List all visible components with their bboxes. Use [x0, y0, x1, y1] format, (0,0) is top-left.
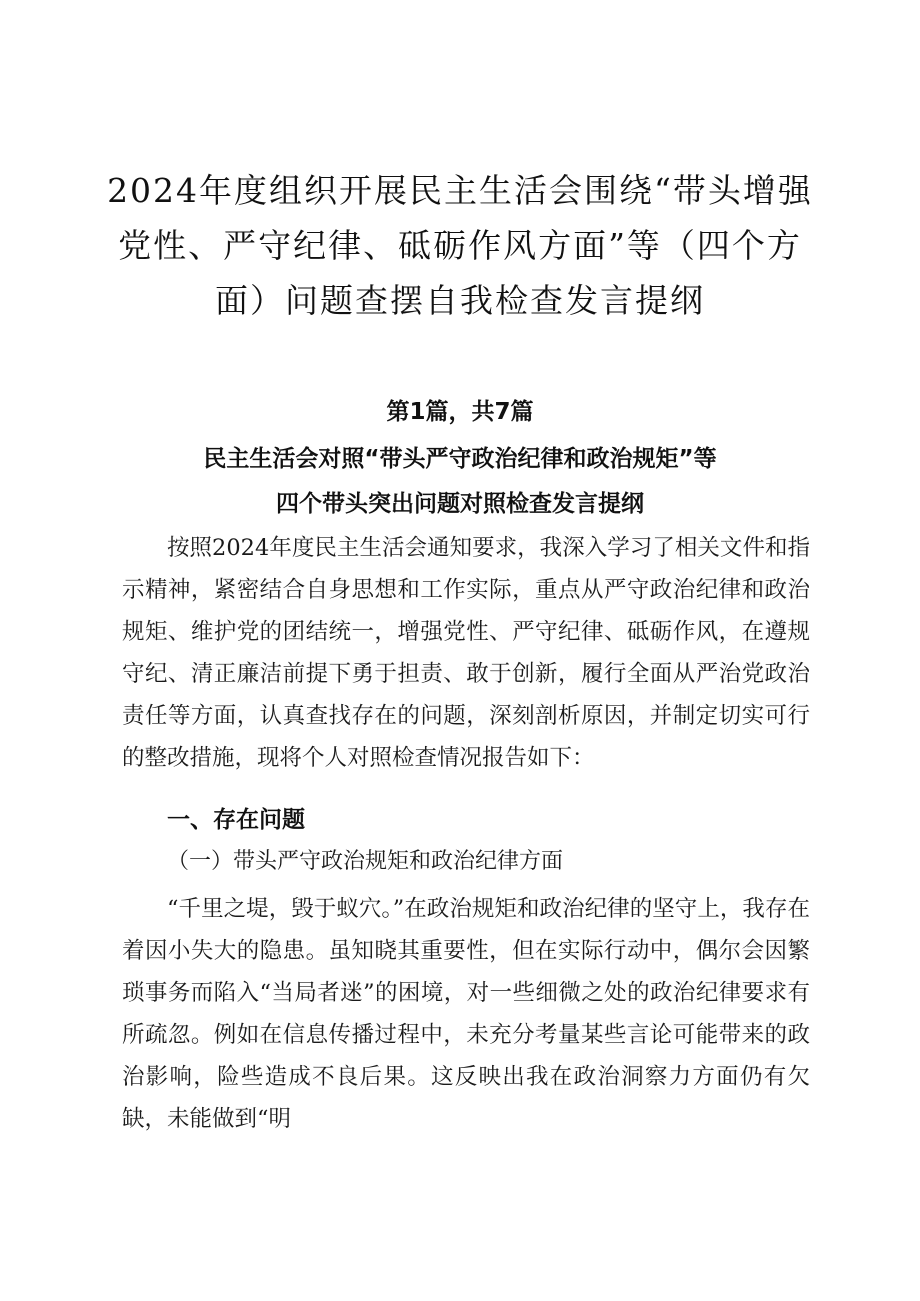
part-title-line-2: 四个带头突出问题对照检查发言提纲 [276, 491, 644, 517]
section-heading-problems: 一、存在问题 [167, 807, 305, 833]
intro-paragraph: 按照2024年度民主生活会通知要求，我深入学习了相关文件和指示精神，紧密结合自身思想和工作实际，重点从严守政治纪律和政治规矩、维护党的团结统一，增强党性、严守纪律、砥砺作风，在遵规守纪、清正廉洁前提下勇于担责、敢于创新，履行全面从严治党政治责任等方面，认真查找存在的问题，深刻剖析原因，并制定切实可行的整改措施，现将个人对照检查情况报告如下： [122, 535, 810, 771]
subsection-heading-political-discipline: （一）带头严守政治规矩和政治纪律方面 [167, 849, 564, 874]
part-label: 第1篇，共7篇 [386, 399, 534, 425]
part-title-line-1: 民主生活会对照“带头严守政治纪律和政治规矩”等 [203, 446, 717, 472]
document-title: 2024年度组织开展民主生活会围绕“带头增强党性、严守纪律、砥砺作风方面”等（四个方面）问题查摆自我检查发言提纲 [107, 171, 813, 320]
subsection-paragraph: “千里之堤，毁于蚁穴。”在政治规矩和政治纪律的坚守上，我存在着因小失大的隐患。虽知晓其重要性，但在实际行动中，偶尔会因繁琐事务而陷入“当局者迷”的困境，对一些细微之处的政治纪律要求有所疏忽。例如在信息传播过程中，未充分考量某些言论可能带来的政治影响，险些造成不良后果。这反映出我在政治洞察力方面仍有欠缺，未能做到“明 [122, 896, 810, 1132]
